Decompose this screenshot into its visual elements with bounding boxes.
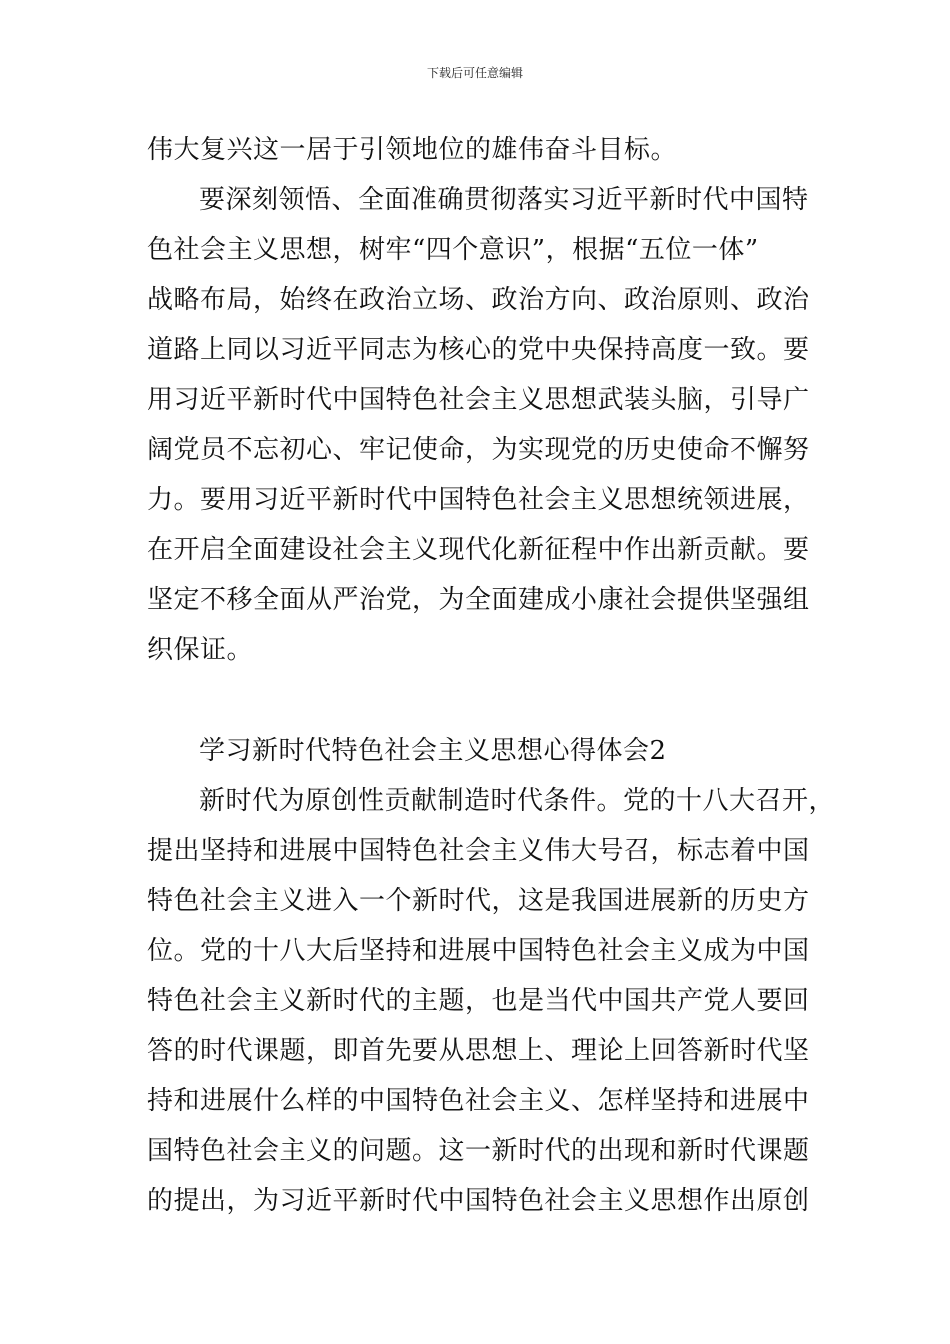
paragraph-line: 色社会主义思想，树牢“四个意识”，根据“五位一体” [147,235,759,265]
paragraph-line: 伟大复兴这一居于引领地位的雄伟奋斗目标。 [147,135,678,165]
paragraph-line: 阔党员不忘初心、牢记使命，为实现党的历史使命不懈努 [147,435,810,465]
paragraph-line: 在开启全面建设社会主义现代化新征程中作出新贡献。要 [147,535,810,565]
paragraph-line: 力。要用习近平新时代中国特色社会主义思想统领进展， [147,485,810,515]
paragraph-line: 国特色社会主义的问题。这一新时代的出现和新时代课题 [147,1136,810,1166]
paragraph-line: 道路上同以习近平同志为核心的党中央保持高度一致。要 [147,335,810,365]
paragraph-line: 坚定不移全面从严治党，为全面建成小康社会提供坚强组 [147,585,810,615]
paragraph-line: 新时代为原创性贡献制造时代条件。党的十八大召开， [199,786,836,816]
paragraph-line: 特色社会主义新时代的主题，也是当代中国共产党人要回 [147,986,810,1016]
paragraph-line: 战略布局，始终在政治立场、政治方向、政治原则、政治 [147,285,810,315]
page-header: 下载后可任意编辑 [426,66,523,80]
paragraph-line: 位。党的十八大后坚持和进展中国特色社会主义成为中国 [147,936,810,966]
paragraph-line: 用习近平新时代中国特色社会主义思想武装头脑，引导广 [147,385,810,415]
paragraph-line: 织保证。 [147,635,254,665]
paragraph-line: 的提出，为习近平新时代中国特色社会主义思想作出原创 [147,1186,810,1216]
paragraph-line: 持和进展什么样的中国特色社会主义、怎样坚持和进展中 [147,1086,810,1116]
paragraph-line: 答的时代课题，即首先要从思想上、理论上回答新时代坚 [147,1036,810,1066]
section-title: 学习新时代特色社会主义思想心得体会2 [199,736,667,766]
paragraph-line: 提出坚持和进展中国特色社会主义伟大号召，标志着中国 [147,836,810,866]
paragraph-line: 要深刻领悟、全面准确贯彻落实习近平新时代中国特 [199,185,809,215]
paragraph-line: 特色社会主义进入一个新时代，这是我国进展新的历史方 [147,886,810,916]
